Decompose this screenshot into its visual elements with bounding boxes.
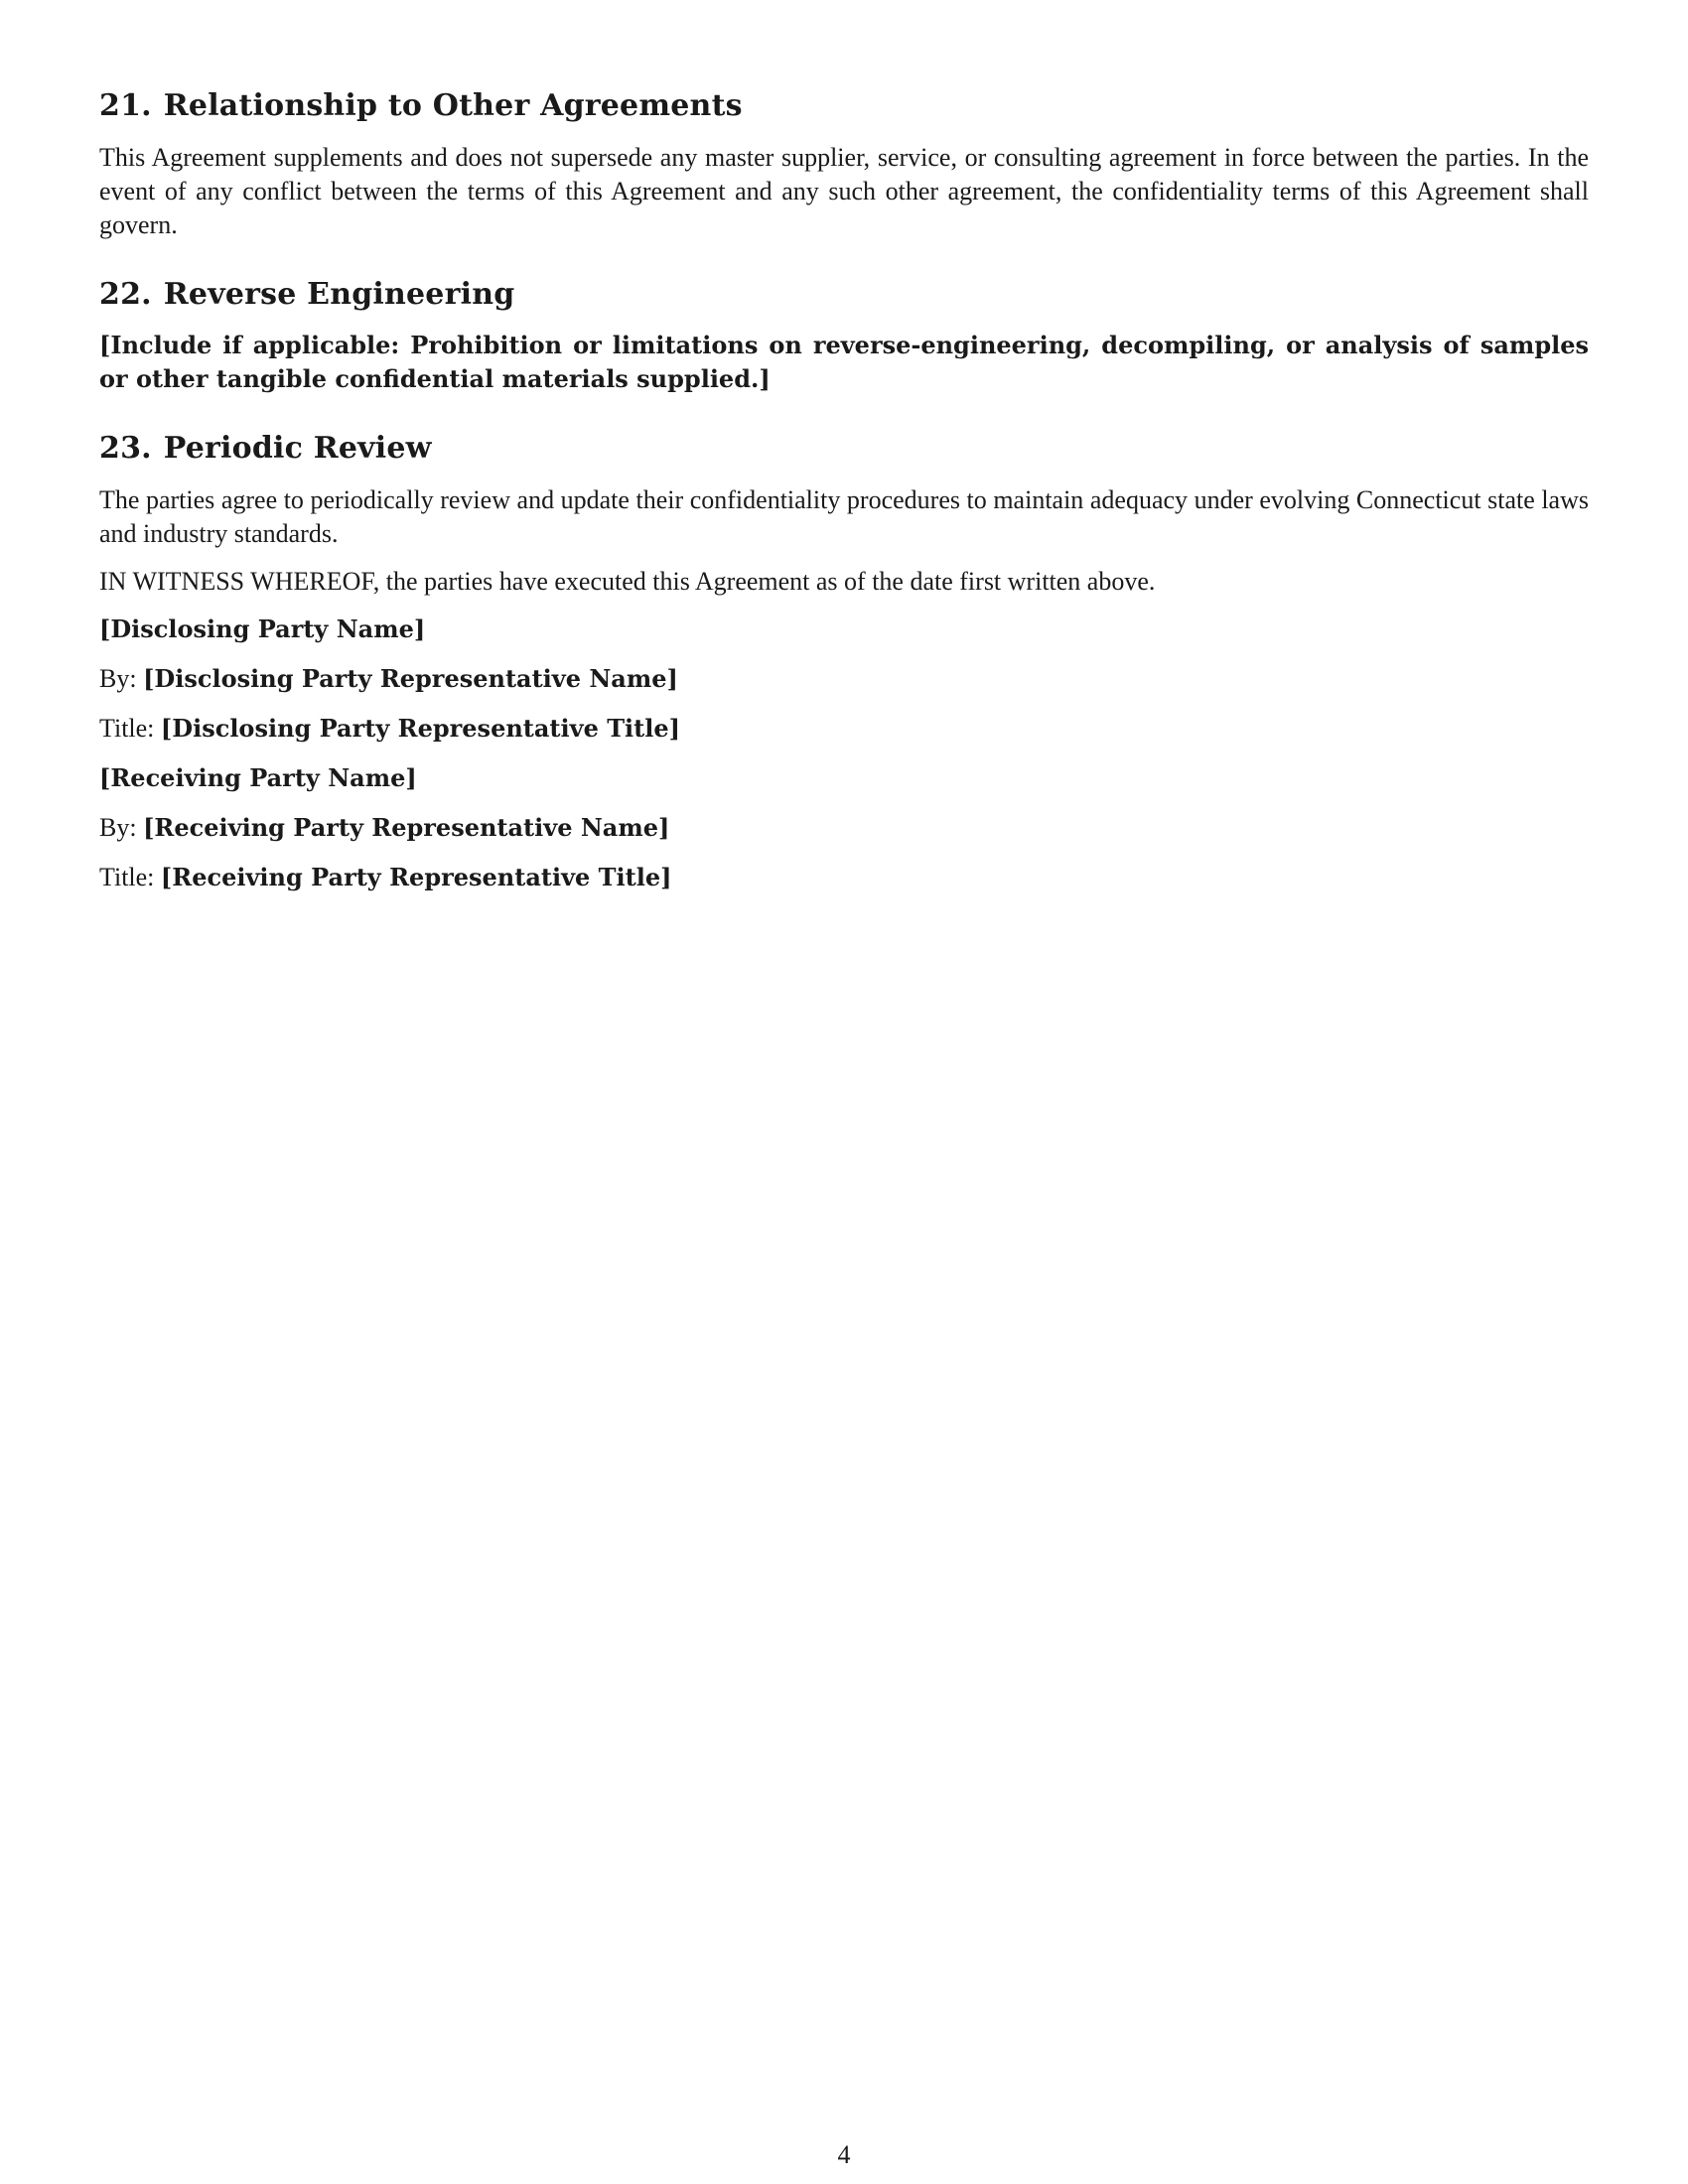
receiving-party-name: [Receiving Party Name] (99, 762, 417, 792)
section-22 (99, 276, 1589, 397)
witness-clause: IN WITNESS WHEREOF, the parties have executed this Agreement as of the date first written above. (99, 566, 1156, 596)
by-label: By: (99, 812, 137, 842)
title-label: Title: (99, 862, 155, 891)
disclosing-title-line (99, 712, 1589, 746)
disclosing-rep-name: [Disclosing Party Representative Name] (143, 663, 678, 693)
section-heading (99, 276, 1589, 314)
section-number: 22. (99, 276, 152, 312)
section-body: This Agreement supplements and does not supersede any master supplier, service, or consulting agreement in force between the parties. In the event of any conflict between the terms of this Agreement and any such other agreement, the confidentiality terms of this Agreement shall govern. (99, 142, 1589, 239)
section-body-placeholder: [Include if applicable: Prohibition or limitations on reverse-engineering, decompiling, or analysis of samples or other tangible confidential materials supplied.] (99, 331, 1589, 393)
section-23 (99, 430, 1589, 599)
signature-block-disclosing (99, 613, 1589, 746)
receiving-party-name-line (99, 761, 1589, 795)
section-heading (99, 87, 1589, 125)
receiving-by-line (99, 811, 1589, 845)
section-title: Periodic Review (163, 431, 432, 466)
section-number: 21. (99, 88, 152, 123)
section-number: 23. (99, 431, 152, 466)
disclosing-party-name-line (99, 613, 1589, 646)
section-21 (99, 87, 1589, 242)
receiving-rep-title: [Receiving Party Representative Title] (160, 862, 672, 891)
signature-block-receiving (99, 761, 1589, 894)
disclosing-by-line (99, 662, 1589, 696)
section-body: The parties agree to periodically review and update their confidentiality procedures to maintain adequacy under evolving Connecticut state laws and industry standards. (99, 484, 1589, 548)
by-label: By: (99, 663, 137, 693)
page-number: 4 (837, 2140, 851, 2169)
disclosing-rep-title: [Disclosing Party Representative Title] (160, 713, 680, 743)
title-label: Title: (99, 713, 155, 743)
section-heading (99, 430, 1589, 468)
receiving-title-line (99, 861, 1589, 894)
receiving-rep-name: [Receiving Party Representative Name] (143, 812, 670, 842)
document-page (99, 87, 1589, 910)
disclosing-party-name: [Disclosing Party Name] (99, 614, 426, 643)
section-title: Reverse Engineering (163, 276, 515, 312)
section-title: Relationship to Other Agreements (163, 88, 743, 123)
